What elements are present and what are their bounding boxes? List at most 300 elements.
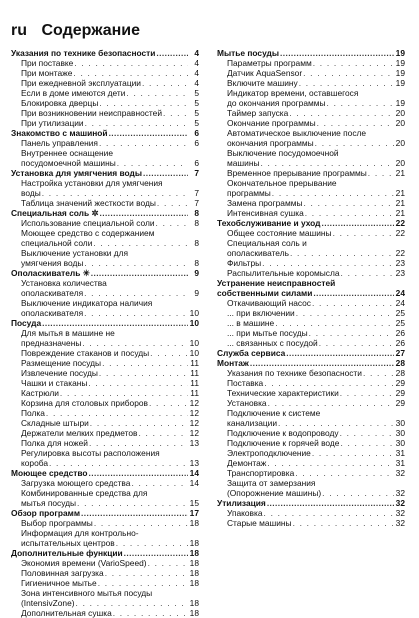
toc-entry[interactable] xyxy=(11,338,199,348)
toc-page-number: 8 xyxy=(194,218,199,228)
dot-leader xyxy=(339,388,394,398)
toc-entry[interactable] xyxy=(217,518,405,528)
toc-entry[interactable] xyxy=(217,478,405,488)
toc-entry-title: Экономия времени (VarioSpeed) xyxy=(21,558,147,568)
toc-entry[interactable] xyxy=(217,308,405,318)
toc-entry[interactable] xyxy=(217,488,405,498)
toc-entry-title: Замена программы xyxy=(227,198,303,208)
toc-entry[interactable] xyxy=(217,58,405,68)
toc-section[interactable] xyxy=(11,468,199,478)
dot-leader xyxy=(98,98,188,108)
toc-page-number: 5 xyxy=(194,108,199,118)
toc-page-number: 12 xyxy=(189,418,199,428)
dot-leader xyxy=(92,238,188,248)
toc-entry-title: Демонтаж xyxy=(227,458,267,468)
toc-entry-title: При поставке xyxy=(21,58,74,68)
toc-entry[interactable] xyxy=(11,138,199,148)
toc-page-number: 28 xyxy=(395,358,405,368)
dot-leader xyxy=(83,258,188,268)
toc-entry[interactable] xyxy=(217,238,405,248)
toc-page-number: 21 xyxy=(395,208,405,218)
toc-page-number: 21 xyxy=(395,188,405,198)
toc-entry[interactable] xyxy=(217,198,405,208)
toc-entry[interactable] xyxy=(217,78,405,88)
toc-entry-title: Временное прерывание программы xyxy=(227,168,367,178)
toc-page-number: 11 xyxy=(190,358,199,368)
toc-entry-title: Установка xyxy=(227,398,267,408)
toc-entry[interactable] xyxy=(217,168,405,178)
toc-entry[interactable] xyxy=(217,368,405,378)
toc-entry[interactable] xyxy=(217,398,405,408)
toc-page-number: 7 xyxy=(194,188,199,198)
toc-entry[interactable] xyxy=(217,378,405,388)
toc-entry[interactable] xyxy=(11,188,199,198)
toc-entry[interactable] xyxy=(217,458,405,468)
toc-entry[interactable] xyxy=(217,408,405,418)
toc-entry[interactable] xyxy=(217,68,405,78)
toc-page-number: 13 xyxy=(189,438,199,448)
toc-page-number: 25 xyxy=(395,318,405,328)
toc-entry-title: Окончательное прерывание xyxy=(227,178,337,188)
toc-entry-title: окончания программы xyxy=(227,138,314,148)
dot-leader xyxy=(288,108,394,118)
toc-page-number: 29 xyxy=(395,398,405,408)
toc-page-number: 9 xyxy=(194,288,199,298)
toc-entry-title: ополаскивателя xyxy=(21,288,84,298)
toc-page-number: 18 xyxy=(189,608,199,618)
toc-entry-title: Включите машину xyxy=(227,78,298,88)
toc-entry[interactable] xyxy=(11,498,199,508)
toc-entry[interactable] xyxy=(11,598,199,608)
toc-page-number: 23 xyxy=(395,258,405,268)
toc-entry-title: умягчения воды xyxy=(21,258,84,268)
toc-entry-title: Посуда xyxy=(11,318,42,328)
toc-entry-title: Датчик AquaSensor xyxy=(227,68,303,78)
toc-entry[interactable] xyxy=(217,318,405,328)
dot-leader xyxy=(274,318,394,328)
toc-entry-title: мытья посуды xyxy=(21,498,77,508)
toc-entry[interactable] xyxy=(217,188,405,198)
toc-entry[interactable] xyxy=(217,338,405,348)
dot-leader xyxy=(108,128,188,138)
toc-page-number: 22 xyxy=(395,218,405,228)
toc-page-number: 21 xyxy=(395,198,405,208)
toc-page-number: 18 xyxy=(189,518,199,528)
dot-leader xyxy=(285,348,394,358)
toc-page-number: 18 xyxy=(189,548,199,558)
dot-leader xyxy=(263,508,394,518)
toc-entry-title: Указания по технике безопасности xyxy=(11,48,156,58)
toc-entry[interactable] xyxy=(11,68,199,78)
toc-page-number: 5 xyxy=(194,88,199,98)
toc-page-number: 5 xyxy=(194,98,199,108)
dot-leader xyxy=(45,408,188,418)
dot-leader xyxy=(142,168,188,178)
toc-entry[interactable] xyxy=(217,418,405,428)
toc-entry[interactable] xyxy=(11,448,199,458)
dot-leader xyxy=(81,338,188,348)
dot-leader xyxy=(80,508,188,518)
toc-entry[interactable] xyxy=(217,128,405,138)
toc-page-number: 11 xyxy=(190,388,199,398)
toc-entry[interactable] xyxy=(217,448,405,458)
toc-entry[interactable] xyxy=(217,298,405,308)
dot-leader xyxy=(87,378,188,388)
toc-page-number: 32 xyxy=(395,518,405,528)
toc-entry-title: Таблица значений жесткости воды xyxy=(21,198,156,208)
toc-entry[interactable] xyxy=(11,488,199,498)
toc-section[interactable] xyxy=(217,358,405,368)
toc-page-number: 18 xyxy=(189,578,199,588)
toc-entry[interactable] xyxy=(217,148,405,158)
dot-leader xyxy=(162,108,188,118)
dot-leader xyxy=(112,608,188,618)
dot-leader xyxy=(362,368,394,378)
dot-leader xyxy=(271,188,394,198)
dot-leader xyxy=(116,158,188,168)
dot-leader xyxy=(279,48,394,58)
toc-entry-title: ополаскиватель xyxy=(227,248,289,258)
toc-page-number: 9 xyxy=(194,268,199,278)
page-title: Содержание xyxy=(41,22,141,39)
toc-entry[interactable] xyxy=(11,518,199,528)
toc-page-number: 18 xyxy=(189,538,199,548)
toc-entry-title: Дополнительная сушка xyxy=(21,608,112,618)
toc-entry[interactable] xyxy=(217,468,405,478)
toc-entry-title: Утилизация xyxy=(217,498,266,508)
toc-entry[interactable] xyxy=(11,538,199,548)
dot-leader xyxy=(267,398,394,408)
toc-page-number: 6 xyxy=(194,128,199,138)
toc-page-number: 22 xyxy=(395,228,405,238)
toc-entry-title: воды xyxy=(21,188,41,198)
toc-entry[interactable] xyxy=(11,288,199,298)
toc-page-number: 19 xyxy=(395,58,405,68)
toc-page-number: 31 xyxy=(395,458,405,468)
toc-entry-title: Распылительные коромысла xyxy=(227,268,340,278)
toc-entry[interactable] xyxy=(217,388,405,398)
toc-entry[interactable] xyxy=(217,438,405,448)
dot-leader xyxy=(138,428,189,438)
toc-page-number: 11 xyxy=(190,378,199,388)
toc-entry-title: Откачивающий насос xyxy=(227,298,311,308)
toc-entry-title: (IntensivZone) xyxy=(21,598,75,608)
toc-entry[interactable] xyxy=(11,98,199,108)
toc-page-number: 4 xyxy=(194,58,199,68)
toc-entry-title: до окончания программы xyxy=(227,98,326,108)
toc-entry[interactable] xyxy=(11,148,199,158)
toc-section[interactable] xyxy=(11,508,199,518)
toc-section[interactable] xyxy=(11,548,199,558)
dot-leader xyxy=(321,488,394,498)
toc-page-number: 17 xyxy=(189,508,199,518)
dot-leader xyxy=(155,218,188,228)
toc-entry-title: Фильтры xyxy=(227,258,262,268)
toc-entry[interactable] xyxy=(11,368,199,378)
toc-entry-title: Технические характеристики xyxy=(227,388,339,398)
toc-entry-title: Электроподключение xyxy=(227,448,311,458)
toc-entry-title: Окончание программы xyxy=(227,118,316,128)
toc-entry-title: Гигиеничное мытье xyxy=(21,578,97,588)
toc-entry-title: Транспортировка xyxy=(227,468,295,478)
toc-page-number: 18 xyxy=(189,568,199,578)
toc-entry-title: При утилизации xyxy=(21,118,84,128)
toc-entry-title: Держатели мелких предметов xyxy=(21,428,138,438)
dot-leader xyxy=(93,518,188,528)
toc-entry-title: Регулировка высоты расположения xyxy=(21,448,160,458)
toc-entry-title: При ежедневной эксплуатации xyxy=(21,78,141,88)
dot-leader xyxy=(289,248,394,258)
toc-entry-title: Блокировка дверцы xyxy=(21,98,99,108)
toc-entry-title: Автоматическое выключение после xyxy=(227,128,367,138)
toc-page-number: 30 xyxy=(395,438,405,448)
toc-entry[interactable] xyxy=(217,178,405,188)
toc-entry-title: ... в машине xyxy=(227,318,275,328)
toc-entry-title: Комбинированные средства для xyxy=(21,488,148,498)
toc-entry[interactable] xyxy=(11,578,199,588)
dot-leader xyxy=(294,468,394,478)
toc-page-number: 5 xyxy=(194,118,199,128)
toc-entry-title: программы xyxy=(227,188,271,198)
toc-entry-title: Складные штыри xyxy=(21,418,89,428)
dot-leader xyxy=(76,498,188,508)
toc-page-number: 14 xyxy=(189,468,199,478)
toc-entry-title: ... при мытье посуды xyxy=(227,328,308,338)
dot-leader xyxy=(263,378,394,388)
toc-entry-title: Подключение к водопроводу xyxy=(227,428,339,438)
toc-entry[interactable] xyxy=(11,428,199,438)
toc-page-number: 4 xyxy=(194,48,199,58)
toc-entry-title: Корзина для столовых приборов xyxy=(21,398,148,408)
dot-leader xyxy=(98,138,188,148)
toc-entry-title: короба xyxy=(21,458,48,468)
toc-entry-title: Кастрюли xyxy=(21,388,59,398)
toc-entry[interactable] xyxy=(11,528,199,538)
toc-entry[interactable] xyxy=(217,138,405,148)
toc-entry-title: Обзор программ xyxy=(11,508,81,518)
toc-section[interactable] xyxy=(217,288,405,298)
dot-leader xyxy=(84,118,188,128)
dot-leader xyxy=(101,358,188,368)
dot-leader xyxy=(302,68,394,78)
dot-leader xyxy=(90,268,188,278)
toc-entry[interactable] xyxy=(11,358,199,368)
toc-page-number: 20 xyxy=(395,158,405,168)
toc-entry-title: предназначены xyxy=(21,338,82,348)
toc-entry[interactable] xyxy=(11,388,199,398)
toc-entry[interactable] xyxy=(11,248,199,258)
toc-page-number: 19 xyxy=(395,98,405,108)
toc-entry-title: Настройка установки для умягчения xyxy=(21,178,163,188)
toc-entry-title: Таймер запуска xyxy=(227,108,289,118)
toc-page-number: 32 xyxy=(395,498,405,508)
toc-entry-title: ... связанных с посудой xyxy=(227,338,318,348)
toc-entry[interactable] xyxy=(11,78,199,88)
toc-entry[interactable] xyxy=(11,158,199,168)
toc-page-number: 20 xyxy=(395,118,405,128)
dot-leader xyxy=(156,198,188,208)
toc-page-number: 24 xyxy=(395,288,405,298)
toc-entry[interactable] xyxy=(217,208,405,218)
toc-entry-title: собственными силами xyxy=(217,288,313,298)
dot-leader xyxy=(88,438,188,448)
dot-leader xyxy=(73,58,188,68)
toc-section[interactable] xyxy=(217,348,405,358)
toc-entry-title: Извлечение посуды xyxy=(21,368,98,378)
toc-entry[interactable] xyxy=(217,258,405,268)
toc-entry[interactable] xyxy=(217,428,405,438)
toc-entry[interactable] xyxy=(11,218,199,228)
toc-entry[interactable] xyxy=(11,298,199,308)
toc-entry-title: посудомоечной машины xyxy=(21,158,116,168)
toc-entry-title: Подключение к системе xyxy=(227,408,321,418)
toc-entry[interactable] xyxy=(217,248,405,258)
toc-entry[interactable] xyxy=(217,118,405,128)
toc-page-number: 12 xyxy=(189,398,199,408)
toc-section[interactable] xyxy=(11,268,199,278)
toc-section[interactable] xyxy=(11,208,199,218)
dot-leader xyxy=(298,78,394,88)
toc-section[interactable] xyxy=(217,498,405,508)
toc-page-number: 32 xyxy=(395,468,405,478)
toc-page-number: 26 xyxy=(395,338,405,348)
toc-entry[interactable] xyxy=(11,608,199,618)
toc-page-number: 7 xyxy=(194,168,199,178)
toc-page-number: 13 xyxy=(189,458,199,468)
toc-entry[interactable] xyxy=(11,558,199,568)
toc-entry[interactable] xyxy=(11,348,199,358)
toc-entry-title: Зона интенсивного мытья посуды xyxy=(21,588,153,598)
dot-leader xyxy=(98,368,188,378)
toc-page-number: 12 xyxy=(189,428,199,438)
dot-leader xyxy=(311,448,394,458)
dot-leader xyxy=(266,498,394,508)
toc-entry[interactable] xyxy=(11,588,199,598)
dot-leader xyxy=(83,308,188,318)
toc-entry-title: Моющее средство с содержанием xyxy=(21,228,155,238)
toc-entry[interactable] xyxy=(217,228,405,238)
dot-leader xyxy=(332,228,394,238)
toc-entry[interactable] xyxy=(11,258,199,268)
toc-entry[interactable] xyxy=(11,118,199,128)
toc-entry[interactable] xyxy=(217,508,405,518)
toc-section[interactable] xyxy=(11,168,199,178)
toc-entry[interactable] xyxy=(11,278,199,288)
toc-entry-title: Дополнительные функции xyxy=(11,548,123,558)
toc-entry-title: Защита от замерзания xyxy=(227,478,316,488)
toc-page-number: 19 xyxy=(395,68,405,78)
toc-page-number: 32 xyxy=(395,508,405,518)
toc-entry[interactable] xyxy=(217,88,405,98)
toc-entry[interactable] xyxy=(11,178,199,188)
dot-leader xyxy=(88,468,188,478)
toc-entry[interactable] xyxy=(11,108,199,118)
toc-entry-title: Внутреннее оснащение xyxy=(21,148,113,158)
toc-entry[interactable] xyxy=(217,328,405,338)
dot-leader xyxy=(130,478,188,488)
toc-entry-title: Монтаж xyxy=(217,358,249,368)
toc-entry-title: испытательных центров xyxy=(21,538,115,548)
toc-entry[interactable] xyxy=(11,438,199,448)
toc-entry[interactable] xyxy=(11,308,199,318)
toc-section[interactable] xyxy=(217,278,405,288)
toc-entry[interactable] xyxy=(11,478,199,488)
toc-section[interactable] xyxy=(11,128,199,138)
toc-entry[interactable] xyxy=(11,328,199,338)
toc-entry[interactable] xyxy=(11,408,199,418)
dot-leader xyxy=(266,458,394,468)
toc-entry[interactable] xyxy=(217,158,405,168)
toc-entry-title: Выключение установки для xyxy=(21,248,129,258)
toc-page-number: 11 xyxy=(190,368,199,378)
toc-entry[interactable] xyxy=(11,88,199,98)
dot-leader xyxy=(148,398,188,408)
toc-entry-title: Подключение к горячей воде xyxy=(227,438,340,448)
toc-section[interactable] xyxy=(11,318,199,328)
language-code: ru xyxy=(11,22,27,39)
toc-entry-title: Половинная загрузка xyxy=(21,568,104,578)
toc-entry[interactable] xyxy=(217,108,405,118)
toc-entry[interactable] xyxy=(217,268,405,278)
toc-page-number: 29 xyxy=(395,388,405,398)
toc-section[interactable] xyxy=(217,48,405,58)
toc-page-number: 12 xyxy=(189,408,199,418)
toc-entry[interactable] xyxy=(11,378,199,388)
toc-entry[interactable] xyxy=(217,98,405,108)
dot-leader xyxy=(295,308,394,318)
toc-entry-title: Указания по технике безопасности xyxy=(227,368,362,378)
toc-page-number: 8 xyxy=(194,258,199,268)
toc-entry-title: Интенсивная сушка xyxy=(227,208,304,218)
toc-entry[interactable] xyxy=(11,568,199,578)
toc-entry-title: ополаскивателя xyxy=(21,308,84,318)
toc-entry[interactable] xyxy=(11,238,199,248)
toc-page-number: 15 xyxy=(189,498,199,508)
toc-entry[interactable] xyxy=(11,458,199,468)
toc-entry-title: Для мытья в машине не xyxy=(21,328,115,338)
toc-page-number: 14 xyxy=(189,478,199,488)
toc-page-number: 10 xyxy=(189,308,199,318)
toc-entry-title: Поставка xyxy=(227,378,264,388)
dot-leader xyxy=(311,298,394,308)
toc-entry-title: Установка количества xyxy=(21,278,107,288)
toc-entry-title: Устранение неисправностей xyxy=(217,278,336,288)
dot-leader xyxy=(72,68,188,78)
toc-section[interactable] xyxy=(11,48,199,58)
dot-leader xyxy=(312,288,394,298)
dot-leader xyxy=(339,428,394,438)
toc-entry[interactable] xyxy=(11,198,199,208)
dot-leader xyxy=(261,258,394,268)
toc-section[interactable] xyxy=(217,218,405,228)
toc-page-number: 18 xyxy=(189,598,199,608)
toc-page-number: 27 xyxy=(395,348,405,358)
toc-entry-title: Техобслуживание и уход xyxy=(217,218,321,228)
toc-page-number: 7 xyxy=(194,198,199,208)
toc-page-number: 4 xyxy=(194,78,199,88)
toc-entry-title: ... при включении xyxy=(227,308,295,318)
dot-leader xyxy=(125,88,188,98)
toc-entry-title: Полка xyxy=(21,408,45,418)
toc-entry[interactable] xyxy=(11,58,199,68)
toc-entry[interactable] xyxy=(11,418,199,428)
toc-entry[interactable] xyxy=(11,228,199,238)
toc-entry-title: канализации xyxy=(227,418,278,428)
toc-entry-title: Чашки и стаканы xyxy=(21,378,88,388)
toc-page-number: 29 xyxy=(395,378,405,388)
dot-leader xyxy=(249,358,394,368)
toc-entry[interactable] xyxy=(11,398,199,408)
